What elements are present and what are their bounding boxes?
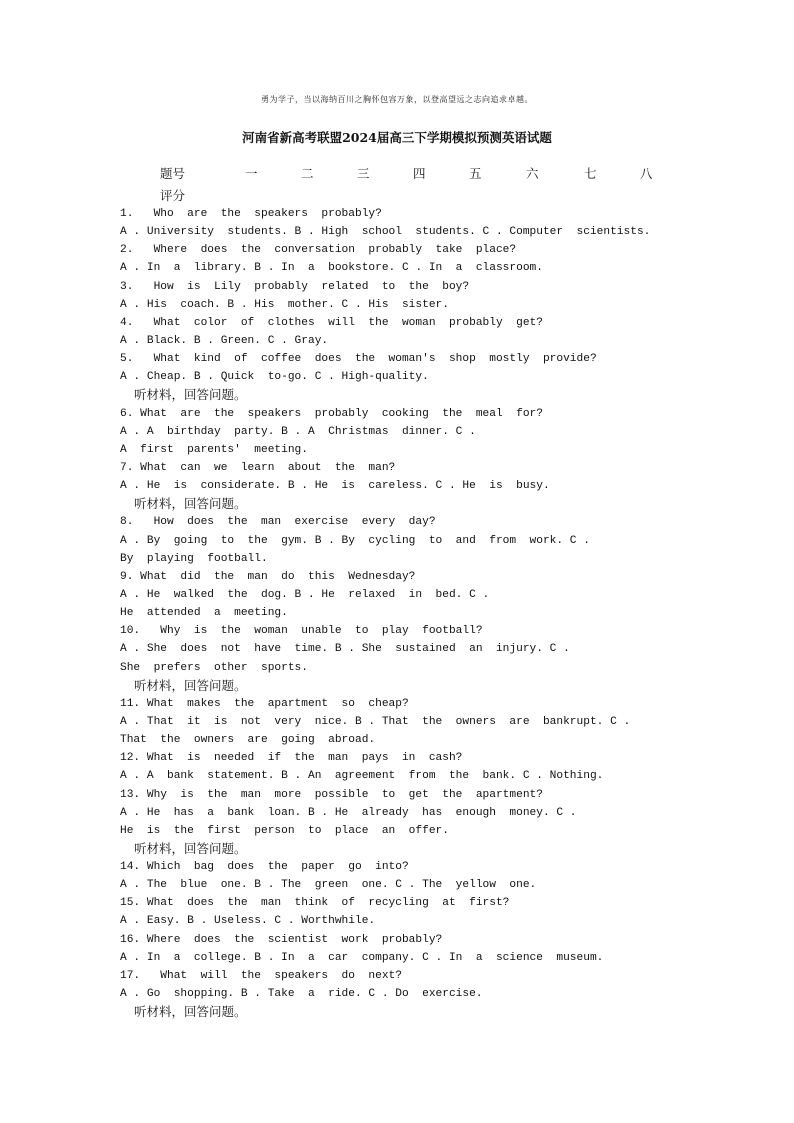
options-line: A . By going to the gym. B . By cycling to and from work. C .: [120, 534, 590, 547]
score-column-3: 三: [357, 166, 370, 181]
options-line: A . Black. B . Green. C . Gray.: [120, 334, 329, 347]
question-line: 11. What makes the apartment so cheap?: [120, 697, 409, 710]
options-line: That the owners are going abroad.: [120, 734, 376, 747]
options-line: A . She does not have time. B . She sustained an injury. C .: [120, 643, 570, 656]
question-line: 16. Where does the scientist work probably?: [120, 933, 443, 946]
question-line: 8. How does the man exercise every day?: [120, 516, 436, 529]
question-line: 10. Why is the woman unable to play football?: [120, 625, 483, 638]
options-line: A . Go shopping. B . Take a ride. C . Do exercise.: [120, 988, 483, 1001]
question-line: 1. Who are the speakers probably?: [120, 208, 382, 220]
question-line: 9. What did the man do this Wednesday?: [120, 570, 416, 583]
options-line: A . Cheap. B . Quick to-go. C . High-quality.: [120, 371, 429, 384]
question-line: 5. What kind of coffee does the woman's shop mostly provide?: [120, 353, 597, 366]
score-column-4: 四: [413, 166, 426, 181]
score-column-5: 五: [469, 166, 482, 181]
score-table-label: 题号: [160, 166, 186, 181]
options-line: A . University students. B . High school students. C . Computer scientists.: [120, 226, 651, 239]
score-column-1: 一: [245, 166, 258, 181]
question-line: 14. Which bag does the paper go into?: [120, 861, 409, 874]
section-instruction: 听材料，回答问题。: [134, 840, 247, 856]
options-line: By playing football.: [120, 552, 268, 565]
question-line: 2. Where does the conversation probably take place?: [120, 244, 517, 257]
score-column-2: 二: [301, 166, 314, 181]
options-line: A . In a library. B . In a bookstore. C . In a classroom.: [120, 262, 543, 275]
options-line: A . A bank statement. B . An agreement from the bank. C . Nothing.: [120, 770, 604, 783]
question-line: 15. What does the man think of recycling at first?: [120, 897, 510, 910]
section-instruction: 听材料，回答问题。: [134, 677, 247, 693]
question-line: 6. What are the speakers probably cooking the meal for?: [120, 407, 543, 420]
section-instruction: 听材料，回答问题。: [134, 387, 247, 403]
options-line: A . The blue one. B . The green one. C . The yellow one.: [120, 879, 537, 892]
score-column-8: 八: [640, 166, 653, 181]
options-line: A . A birthday party. B . A Christmas dinner. C .: [120, 425, 476, 438]
options-line: A . He is considerate. B . He is careless. C . He is busy.: [120, 480, 550, 493]
options-line: He attended a meeting.: [120, 607, 288, 620]
question-list: [120, 205, 680, 1021]
question-line: 4. What color of clothes will the woman probably get?: [120, 316, 543, 329]
section-instruction: 听材料，回答问题。: [134, 1004, 247, 1020]
options-line: She prefers other sports.: [120, 661, 308, 674]
score-column-7: 七: [584, 166, 597, 181]
score-column-6: 六: [526, 166, 539, 181]
question-line: 3. How is Lily probably related to the boy?: [120, 280, 470, 293]
options-line: A . He walked the dog. B . He relaxed in bed. C .: [120, 588, 490, 601]
question-line: 17. What will the speakers do next?: [120, 969, 402, 982]
section-instruction: 听材料，回答问题。: [134, 496, 247, 512]
options-line: He is the first person to place an offer.: [120, 824, 449, 837]
options-line: A . His coach. B . His mother. C . His sister.: [120, 298, 449, 311]
options-line: A first parents' meeting.: [120, 443, 308, 456]
header-motto: 勇为学子，当以海纳百川之胸怀包容万象，以登高望远之志向追求卓越。: [261, 95, 533, 104]
page-title: 河南省新高考联盟2024届高三下学期模拟预测英语试题: [242, 130, 552, 145]
question-line: 12. What is needed if the man pays in cash?: [120, 752, 463, 765]
question-line: 7. What can we learn about the man?: [120, 461, 396, 474]
options-line: A . In a college. B . In a car company. C . In a science museum.: [120, 951, 604, 964]
options-line: A . That it is not very nice. B . That the owners are bankrupt. C .: [120, 715, 631, 728]
question-line: 13. Why is the man more possible to get the apartment?: [120, 788, 543, 801]
score-row-label: 评分: [160, 188, 186, 203]
options-line: A . Easy. B . Useless. C . Worthwhile.: [120, 915, 376, 928]
options-line: A . He has a bank loan. B . He already has enough money. C .: [120, 806, 577, 819]
score-table-header: [160, 164, 660, 182]
